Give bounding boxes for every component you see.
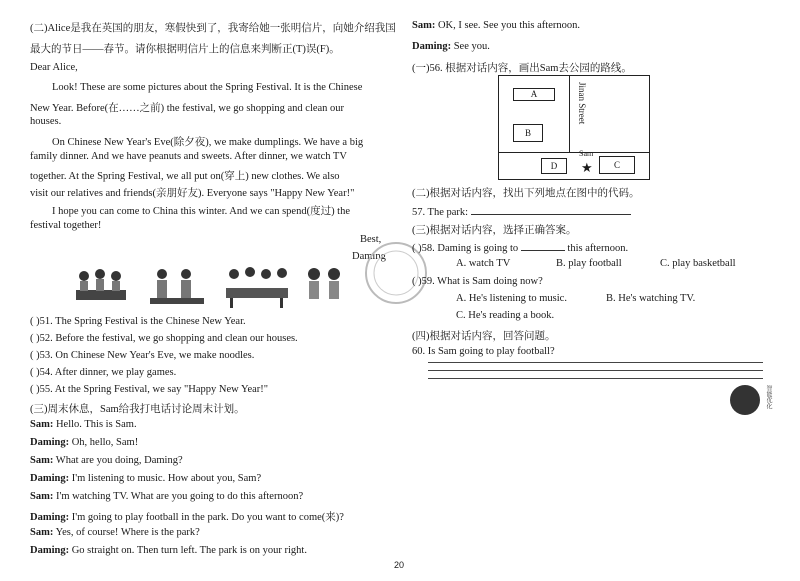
dialogue-line: Sam: Hello. This is Sam. (30, 419, 137, 430)
q59-stem: ( )59. What is Sam doing now? (412, 276, 543, 287)
dialogue-line: Daming: Go straight on. Then turn left. The park is on your right. (30, 545, 307, 556)
part4-title: (四)根据对话内容，回答问题。 (412, 331, 556, 342)
letter-p1a: Look! These are some pictures about the Spring Festival. It is the Chinese (52, 82, 363, 93)
greeting-kids-illustration (302, 264, 348, 310)
dialogue-line: Sam: I'm watching TV. What are you going to do this afternoon? (30, 491, 304, 502)
q58-option-c[interactable]: C. play basketball (660, 258, 736, 269)
tf-item: ( )54. After dinner, we play games. (30, 367, 177, 378)
map-location-a: A (513, 88, 555, 101)
q59-option-b[interactable]: B. He's watching TV. (606, 293, 696, 304)
map-sam-label: Sam (579, 149, 594, 158)
letter-greeting: Dear Alice, (30, 62, 78, 73)
part2-title: (二)根据对话内容，找出下列地点在图中的代码。 (412, 188, 640, 199)
letter-p3b: festival together! (30, 220, 102, 231)
letter-p2d: visit our relatives and friends(亲朋好友). Everyone says "Happy New Year!" (30, 188, 355, 199)
map-road-vertical (569, 76, 570, 152)
shopping-illustration (148, 264, 208, 310)
letter-p2c: together. At the Spring Festival, we all put on(穿上) new clothes. We also (30, 171, 340, 182)
tf-item: ( )51. The Spring Festival is the Chinese New Year. (30, 316, 246, 327)
q56-title: (一)56. 根据对话内容，画出Sam去公园的路线。 (412, 63, 632, 74)
letter-signature: Daming (352, 251, 386, 262)
q58-stem: ( )58. Daming is going to this afternoon. (412, 240, 628, 254)
q58-option-a[interactable]: A. watch TV (456, 258, 511, 269)
dialogue-line: Daming: Oh, hello, Sam! (30, 437, 139, 448)
dialogue-line: Daming: I'm going to play football in the park. Do you want to come(来)? (30, 512, 344, 523)
answer-line[interactable] (428, 378, 763, 379)
q60: 60. Is Sam going to play football? (412, 346, 555, 357)
star-icon: ★ (581, 160, 593, 175)
dialogue-line: Sam: OK, I see. See you this afternoon. (412, 20, 580, 31)
part3-title: (三)根据对话内容，选择正确答案。 (412, 225, 577, 236)
letter-p1c: houses. (30, 116, 62, 127)
q59-option-c[interactable]: C. He's reading a book. (456, 310, 555, 321)
route-map[interactable] (498, 75, 650, 180)
page-number: 20 (394, 560, 405, 570)
map-street-label: Jinan Street (577, 82, 587, 125)
dialogue-line: Daming: I'm listening to music. How about you, Sam? (30, 473, 262, 484)
section2-title-cont: 最大的节日——春节。请你根据明信片上的信息来判断正(T)误(F)。 (30, 44, 340, 55)
q58-option-b[interactable]: B. play football (556, 258, 622, 269)
q57: 57. The park: (412, 204, 631, 218)
map-location-c: C (599, 156, 635, 174)
q57-answer-blank[interactable] (471, 204, 631, 215)
section2-title: (二)Alice是我在英国的朋友，寒假快到了，我寄给她一张明信片，向她介绍我国 (30, 23, 396, 34)
letter-p3a: I hope you can come to China this winter. And we can spend(度过) the (52, 206, 351, 217)
q58-blank[interactable] (521, 240, 565, 251)
map-location-d: D (541, 158, 567, 174)
letter-p2b: family dinner. And we have peanuts and sweets. After dinner, we watch TV (30, 151, 347, 162)
dialogue-line: Sam: What are you doing, Daming? (30, 455, 183, 466)
dialogue-line: Daming: See you. (412, 41, 490, 52)
letter-closing: Best, (360, 234, 382, 245)
answer-line[interactable] (428, 362, 763, 363)
watermark-seal (348, 225, 444, 305)
celebration-illustration (222, 264, 292, 310)
logo-badge (730, 385, 760, 415)
section3-title: (三)周末休息，Sam给我打电话讨论周末计划。 (30, 404, 245, 415)
tf-item: ( )53. On Chinese New Year's Eve, we make noodles. (30, 350, 255, 361)
family-dinner-illustration (70, 264, 132, 310)
map-location-b: B (513, 124, 543, 142)
tf-item: ( )55. At the Spring Festival, we say "Happy New Year!" (30, 384, 269, 395)
tf-item: ( )52. Before the festival, we go shopping and clean our houses. (30, 333, 298, 344)
letter-p1b: New Year. Before(在……之前) the festival, we go shopping and clean our (30, 103, 345, 114)
map-road-horizontal (499, 152, 649, 153)
answer-line[interactable] (428, 370, 763, 371)
badge-text: 智能优化 (765, 385, 772, 409)
letter-p2a: On Chinese New Year's Eve(除夕夜), we make dumplings. We have a big (52, 137, 364, 148)
dialogue-line: Sam: Yes, of course! Where is the park? (30, 527, 200, 538)
q59-option-a[interactable]: A. He's listening to music. (456, 293, 567, 304)
